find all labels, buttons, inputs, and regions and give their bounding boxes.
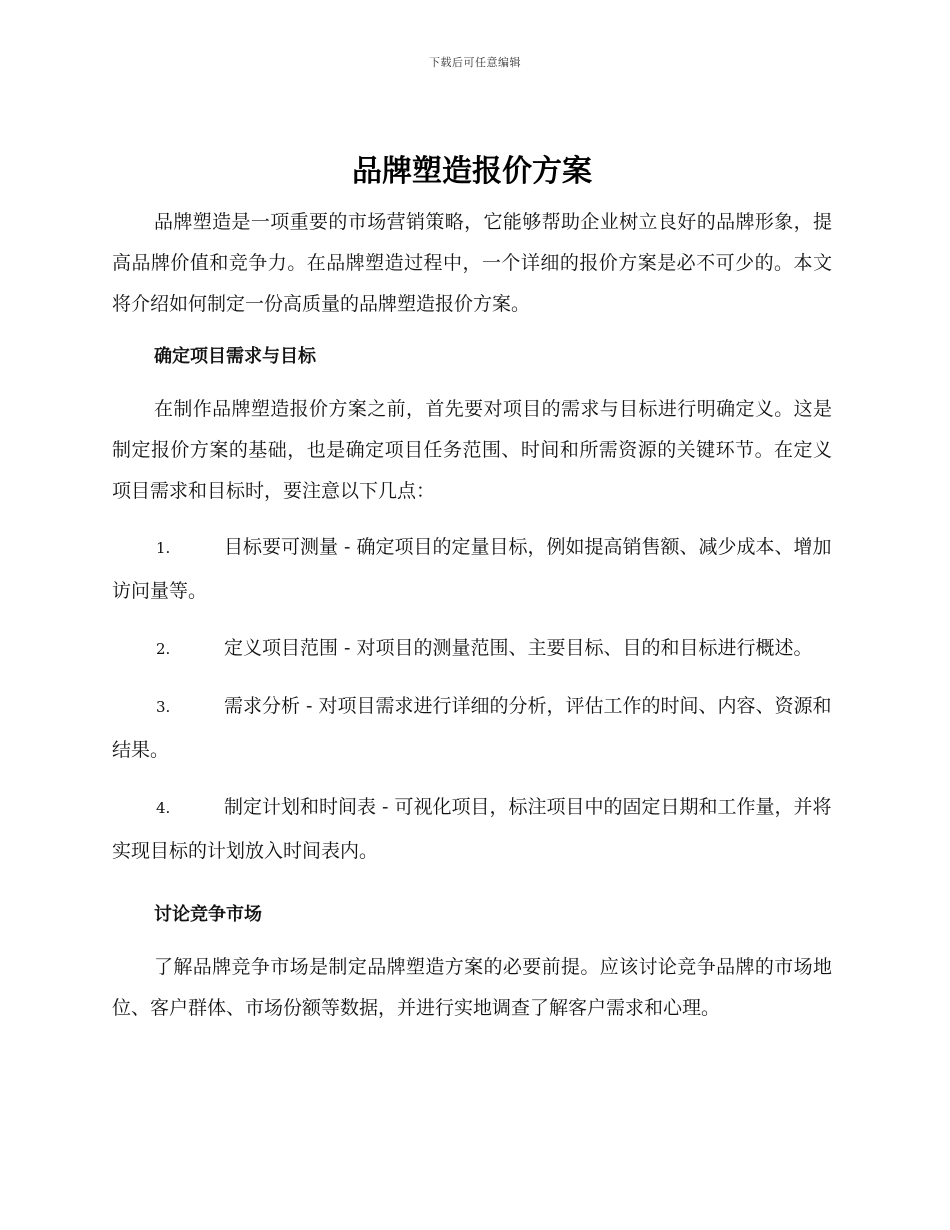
list-item-number: 1. (156, 539, 171, 557)
document-title: 品牌塑造报价方案 (352, 154, 592, 189)
intro-paragraph: 品牌塑造是一项重要的市场营销策略，它能够帮助企业树立良好的品牌形象，提高品牌价值和竞争力。在品牌塑造过程中，一个详细的报价方案是必不可少的。本文将介绍如何制定一份高质量的品牌塑造报价方案。 (112, 211, 832, 315)
section-paragraph: 了解品牌竞争市场是制定品牌塑造方案的必要前提。应该讨论竞争品牌的市场地位、客户群体、市场份额等数据，并进行实地调查了解客户需求和心理。 (112, 956, 832, 1019)
list-item (112, 786, 832, 873)
list-item-number: 3. (156, 698, 171, 716)
list-item-text: 需求分析 - 对项目需求进行详细的分析，评估工作的时间、内容、资源和结果。 (112, 695, 832, 761)
list-item-number: 2. (156, 640, 171, 658)
section-paragraph: 在制作品牌塑造报价方案之前，首先要对项目的需求与目标进行明确定义。这是制定报价方案的基础，也是确定项目任务范围、时间和所需资源的关键环节。在定义项目需求和目标时，要注意以下几点： (112, 398, 832, 502)
list-item (112, 685, 832, 772)
list-item-text: 定义项目范围 - 对项目的测量范围、主要目标、目的和目标进行概述。 (224, 637, 813, 659)
spacer (112, 873, 832, 883)
list-item (112, 526, 832, 613)
document-body (112, 150, 832, 1029)
list-item-number: 4. (156, 799, 171, 817)
header-note: 下载后可任意编辑 (429, 56, 521, 69)
section-heading: 讨论竞争市场 (154, 904, 262, 925)
list-item-text: 目标要可测量 - 确定项目的定量目标，例如提高销售额、减少成本、增加访问量等。 (112, 536, 832, 602)
list-item-text: 制定计划和时间表 - 可视化项目，标注项目中的固定日期和工作量，并将实现目标的计划放入时间表内。 (112, 796, 832, 862)
list-item (112, 627, 832, 671)
section-heading: 确定项目需求与目标 (154, 346, 316, 367)
